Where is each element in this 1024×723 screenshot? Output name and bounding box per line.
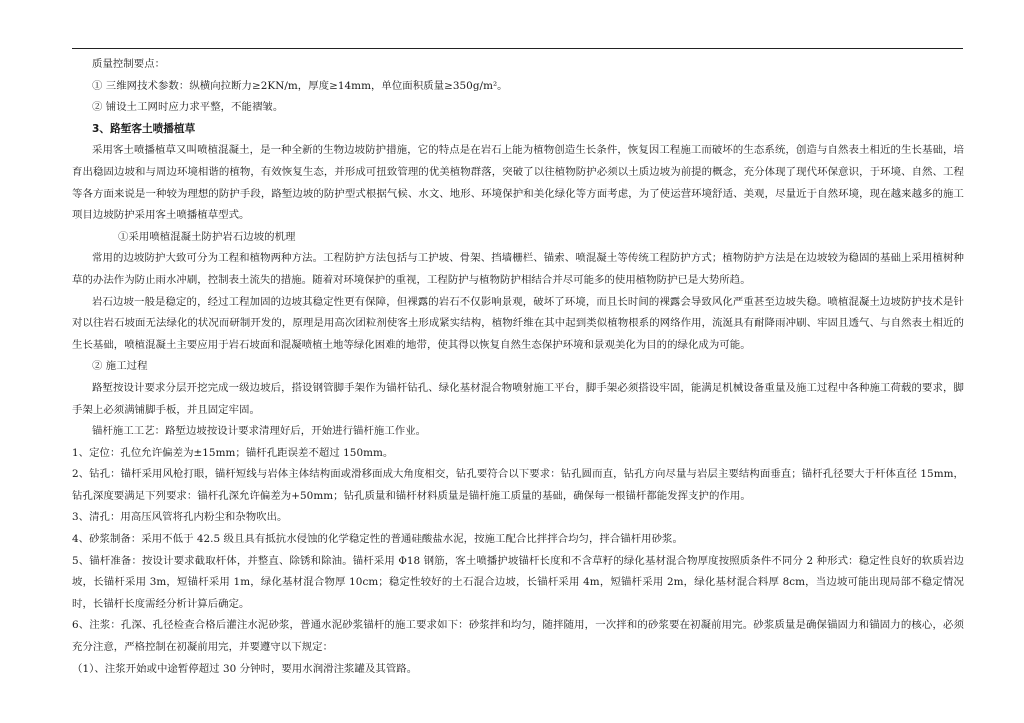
paragraph-soil-spray-intro: 采用客土喷播植草又叫喷植混凝土，是一种全新的生物边坡防护措施，它的特点是在岩石上能为植物创造生长条件，恢复因工程施工而破坏的生态系统，创造与自然表土相近的生长基础，培育出稳固边坡和与周边环境相谐的植物，有效恢复生态，并形成可扭致管理的优美植物群落，突破了以往植物防护必须以土质边坡为前提的概念，充分体现了现代环保意识，于环境、自然、工程等各方面来说是一种较为理想的防护手段，路堑边坡的防护型式根据气候、水文、地形、环境保护和美化绿化等方面考虑，为了使运营环境舒适、美观，尽量近于自然环境，现在越来越多的施工项目边坡防护采用客土喷播植草型式。 — [72, 144, 964, 222]
paragraph-rock-slope: 岩石边坡一般是稳定的，经过工程加固的边坡其稳定性更有保障，但裸露的岩石不仅影响景观，破坏了环境，而且长时间的裸露会导致风化严重甚至边坡失稳。喷植混凝土边坡防护技术是针对以往岩石坡面无法绿化的状况而研制开发的，原理是用高次团粒剂使客土形成紧实结构，植物纤维在其中起到类似植物根系的网络作用，流涎具有耐降雨冲刷、牢固且透气、与自然表土相近的生长基础，喷植混凝土主要应用于岩石坡面和混凝喷植土地等绿化困难的地带，使其得以恢复自然生态保护环境和景观美化为目的的绿化成为可能。 — [72, 295, 964, 351]
document-body — [72, 54, 964, 680]
subheading-mechanism: ①采用喷植混凝土防护岩石边坡的机理 — [118, 230, 296, 243]
paragraph-scaffold: 路堑按设计要求分层开挖完成一级边坡后，搭设钢管脚手架作为锚杆钻孔、绿化基材混合物喷射施工平台，脚手架必须搭设牢固，能满足机械设备重量及施工过程中各种施工荷载的要求，脚手架上必须满铺脚手板，并且固定牢固。 — [72, 381, 964, 416]
section-heading-soil-spray: 3、路堑客土喷播植草 — [92, 122, 196, 135]
step-drilling: 2、钻孔：锚杆采用风枪打眼，锚杆短线与岩体主体结构面或滑移面成大角度相交，钻孔要符合以下要求：钻孔圆而直，钻孔方向尽量与岩层主要结构面垂直；锚杆孔径要大于杆体直径 15mm，钻孔深度要满足下列要求：锚杆孔深允许偏差为+50mm；钻孔质量和锚杆材料质量是锚杆施工质量的基础，确保每一根锚杆都能发挥支护的作用。 — [72, 468, 964, 502]
step-mortar-preparation: 4、砂浆制备：采用不低于 42.5 级且具有抵抗水侵蚀的化学稳定性的普通硅酸盐水泥，按施工配合比拌拌合均匀，拌合锚杆用砂浆。 — [72, 533, 683, 546]
paragraph-geonet-laying: ② 铺设土工网时应力求平整，不能褶皱。 — [92, 101, 284, 114]
step-anchor-preparation: 5、锚杆准备：按设计要求截取杆体，并整直、除锈和除油。锚杆采用 Φ18 钢筋，客土喷播护坡锚杆长度和不含草籽的绿化基材混合物厚度按照质条件不同分 2 种形式：稳定性良好的软质岩边坡，长锚杆采用 3m，短锚杆采用 1m，绿化基材混合物厚 10cm；稳定性较好的土石混合边坡，长锚杆采用 4m，短锚杆采用 2m，绿化基材混合料厚 8cm，当边坡可能出现局部不稳定情况时，长锚杆长度需经分析计算后确定。 — [72, 554, 964, 610]
paragraph-anchor-process: 锚杆施工工艺：路堑边坡按设计要求清理好后，开始进行锚杆施工作业。 — [92, 425, 427, 438]
paragraph-protection-methods: 常用的边坡防护大致可分为工程和植物两种方法。工程防护方法包括与工护坡、骨架、挡墙栅栏、锚索、喷混凝土等传统工程防护方式；植物防护方法是在边坡较为稳固的基础上采用植树种草的办法作为防止雨水冲刷，控制表土流失的措施。随着对环境保护的重视，工程防护与植物防护相结合并尽可能多的使用植物防护已是大势所趋。 — [72, 252, 964, 286]
paragraph-quality-control-title: 质量控制要点： — [92, 58, 166, 70]
header-rule — [72, 48, 963, 49]
step-grouting: 6、注浆：孔深、孔径检查合格后灌注水泥砂浆，普通水泥砂浆锚杆的施工要求如下：砂浆拌和均匀，随拌随用，一次拌和的砂浆要在初凝前用完。砂浆质量是确保锚固力和锚固力的核心，必须充分注意，严格控制在初凝前用完，并要遵守以下规定： — [72, 619, 964, 654]
step-positioning: 1、定位：孔位允许偏差为±15mm；锚杆孔距误差不超过 150mm。 — [72, 446, 394, 459]
rule-grouting-1: （1）、注浆开始或中途暂停超过 30 分钟时，要用水润滑注浆罐及其管路。 — [72, 662, 418, 675]
paragraph-geonet-parameters: ① 三维网技术参数：纵横向拉断力≥2KN/m，厚度≥14mm，单位面积质量≥350g/m²。 — [92, 79, 508, 92]
step-hole-cleaning: 3、清孔：用高压风管将孔内粉尘和杂物吹出。 — [72, 511, 288, 524]
subheading-construction-process: ② 施工过程 — [92, 360, 148, 373]
